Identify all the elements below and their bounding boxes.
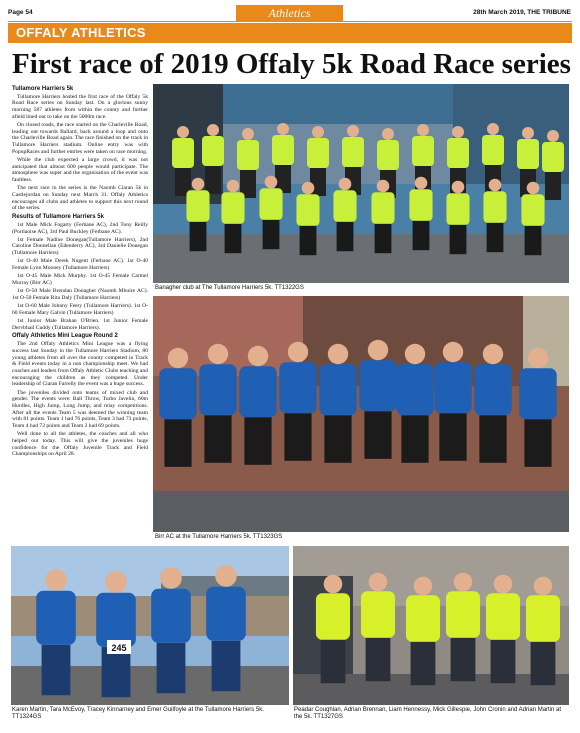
section-title: OFFALY ATHLETICS <box>16 25 146 40</box>
article-paragraph: While the club expected a large crowd, it was not anticipated that almost 600 people would participate. The atmosphere was super and the organisation of the event was faultless. <box>12 157 148 184</box>
photo-caption: Peadar Coughlan, Adrian Brennan, Liam Hennessy, Mick Gillespie, John Cronin and Adrian Martin at the 5k. TT1327GS <box>294 707 562 720</box>
photo-birr-ac <box>153 296 569 532</box>
page-number: Page 54 <box>8 9 33 16</box>
article-paragraph: The juveniles divided onto teams of mixed club and gender. The events were: Ball Throw, Turbo Javelin, 60m Hurdles, High Jump, Long Jump, and relay competitions. After all the events Team 5 was deemed the winning team with 81 points. Team 1 had 76 points, Team 3 had 73 points, Team 4 had 72 points and Team 2 had 69 points. <box>12 389 148 430</box>
article-paragraph: Well done to all the athletes, the coaches and all who helped out today. This will give the juveniles huge confidence for the Offaly Juvenile Track and Field Championships on April 28. <box>12 431 148 458</box>
race-bib-number: 245 <box>111 643 127 653</box>
photo-karen-martin-group <box>11 546 289 705</box>
header-rule <box>8 21 572 22</box>
photo-peadar-coughlan-group <box>293 546 569 705</box>
result-line: 1st O-45 Male Mick Murphy. 1st O-45 Female Carmel Murray (Birr AC) <box>12 273 148 286</box>
group-photo-image <box>153 84 569 283</box>
result-line: 1st O-50 Male Brendan Donagher (Naomh Mhuire AC). 1st O-50 Female Rita Daly (Tullamore Harriers) <box>12 288 148 301</box>
photo-caption: Birr AC at the Tullamore Harriers 5k. TT1323GS <box>155 534 283 540</box>
photo-banagher-club <box>153 84 569 283</box>
article-heading: Tullamore Harriers 5k <box>12 86 74 92</box>
photo-caption: Banagher club at The Tullamore Harriers 5k. TT1322GS <box>155 285 304 291</box>
result-line: 1st Junior Male Brahan O'Brien. 1st Junior Female Dervbhail Cuddy (Tullamore Harriers). <box>12 318 148 331</box>
page-header <box>0 0 580 22</box>
article-paragraph: On closed roads, the race started on the Charleville Road, leading out towards Ballard, back around a loop and onto the Charleville Road again. The race finished on the track in Tullamore Harriers stadium. Online entry was with PopupRaces and further entries were taken on race morning. <box>12 122 148 155</box>
result-line: 1st O-40 Male Derek Nugent (Ferbane AC). 1st O-40 Female Lynn Mooney (Tullamore Harriers) <box>12 258 148 272</box>
group-photo-image <box>293 546 569 705</box>
result-line: 1st Male Mick Fogarty (Ferbane AC), 2nd Tony Reilly (Portlaoise AC), 3rd Paul Buckley (Ferbane AC). <box>12 221 148 235</box>
article-column <box>12 84 148 542</box>
article-paragraph: Tullamore Harriers hosted the first race of the Offaly 5k Road Race series on Sunday last. On a glorious sunny morning 587 athletes from within the county and further afield lined out to take on the 5000m race. <box>12 93 148 120</box>
result-line: 1st O-60 Male Johnny Feery (Tullamore Harriers). 1st O-60 Female Mary Galvin (Tullamore Harriers) <box>12 303 148 316</box>
photo-caption: Karen Martin, Tara McEvoy, Tracey Kinnarney and Emer Guilfoyle at the Tullamore Harriers 5k. TT1324GS <box>12 707 264 720</box>
article-heading: Offaly Athletics Mini League Round 2 <box>12 333 118 340</box>
group-photo-image <box>153 296 569 532</box>
group-photo-image <box>11 546 289 705</box>
article-paragraph: The next race in the series is the Naomh Ciaran 5k in Castlejordan on Sunday next March 31. Offaly Athletics encourages all clubs and athletes to support this next round of the series. <box>12 185 148 212</box>
result-line: 1st Female Nadine Donegan(Tullamore Harriers), 2nd Caroline Donnellan (Edenderry AC), 3rd Danielle Donegan (Tullamore Harriers) <box>12 236 148 257</box>
article-paragraph: The 2nd Offaly Athletics Mini League was a flying success last Sunday in the Tullamore Harriers Stadium, 80 young athletes from all over the county competed in Track & Field events today in a non championship meet. We had coaches and leaders from Offaly Athletic Clubs teaching and encouraging the children as they competed. Under leadership of Ciaran Farrelly the event was a huge success. <box>12 341 148 388</box>
section-tab: Athletics <box>236 5 343 21</box>
article-heading: Results of Tullamore Harriers 5k <box>12 214 104 221</box>
headline: First race of 2019 Offaly 5k Road Race series <box>12 48 571 80</box>
date-line: 28th March 2019, THE TRIBUNE <box>473 9 571 16</box>
